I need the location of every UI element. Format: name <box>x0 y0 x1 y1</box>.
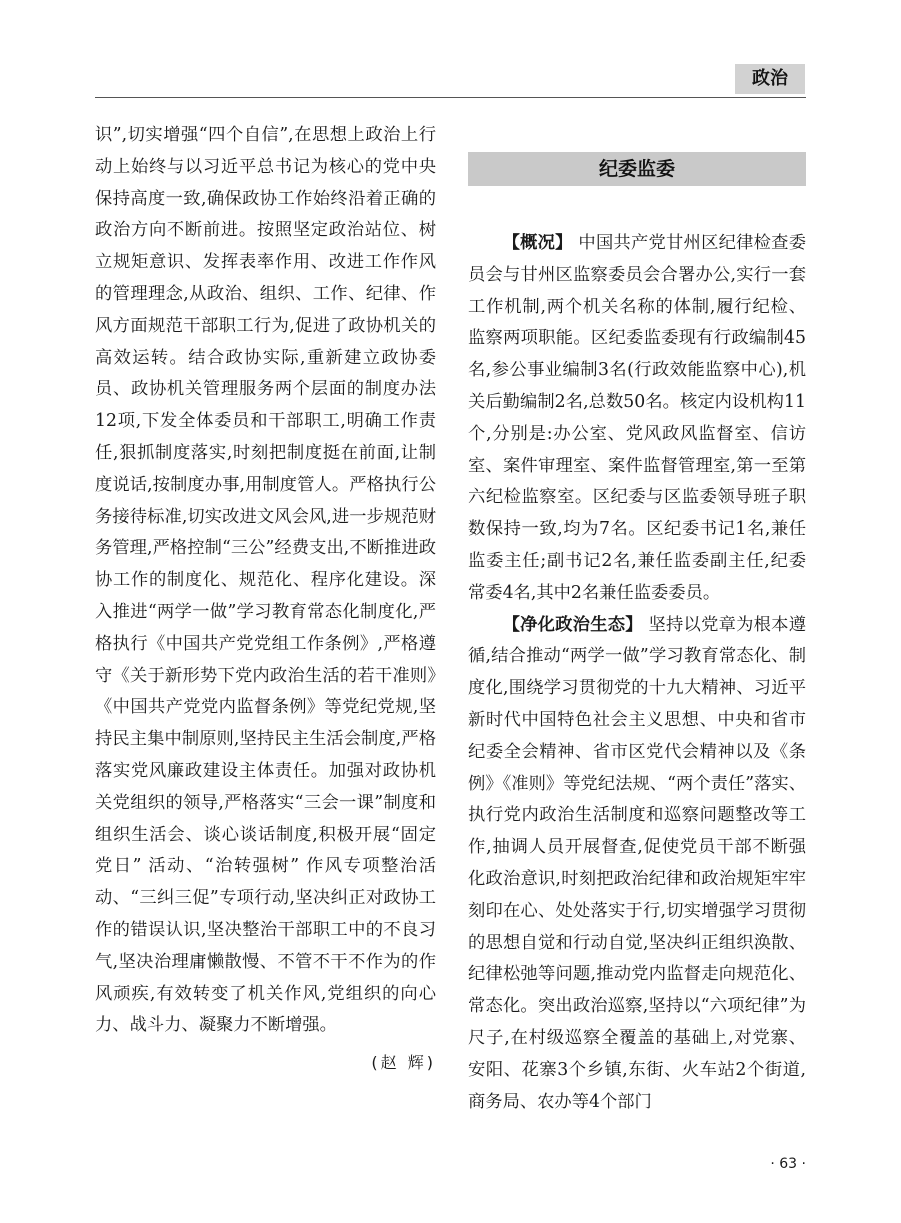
header-rule <box>95 97 806 98</box>
right-column <box>468 228 806 1118</box>
page-number: · 63 · <box>770 1156 806 1172</box>
political-ecology-paragraph <box>468 610 806 1119</box>
byline: (赵 辉) <box>371 1053 436 1072</box>
political-ecology-text: 坚持以党章为根本遵循,结合推动“两学一做”学习教育常态化、制度化,围绕学习贯彻党的十九大精神、习近平新时代中国特色社会主义思想、中央和省市纪委全会精神、省市区党代会精神以及《条例》《准则》等党纪法规、“两个责任”落实、执行党内政治生活制度和巡察问题整改等工作,抽调人员开展督查,促使党员干部不断强化政治意识,时刻把政治纪律和政治规矩牢牢刻印在心、处处落实于行,切实增强学习贯彻的思想自觉和行动自觉,坚决纠正组织涣散、纪律松弛等问题,推动党内监督走向规范化、常态化。突出政治巡察,坚持以“六项纪律”为尺子,在村级巡察全覆盖的基础上,对党寨、安阳、花寨3个乡镇,东街、火车站2个街道,商务局、农办等4个部门 <box>468 614 806 1112</box>
overview-paragraph <box>468 228 806 610</box>
political-ecology-lead: 【净化政治生态】 <box>502 614 643 635</box>
section-banner: 纪委监委 <box>468 152 806 186</box>
overview-text: 中国共产党甘州区纪律检查委员会与甘州区监察委员会合署办公,实行一套工作机制,两个机关名称的体制,履行纪检、监察两项职能。区纪委监委现有行政编制45名,参公事业编制3名(行政效能监察中心),机关后勤编制2名,总数50名。核定内设机构11个,分别是:办公室、党风政风监督室、信访室、案件审理室、案件监督管理室,第一至第六纪检监察室。区纪委与区监委领导班子职数保持一致,均为7名。区纪委书记1名,兼任监委主任;副书记2名,兼任监委副主任,纪委常委4名,其中2名兼任监委委员。 <box>468 233 806 603</box>
section-tab: 政治 <box>735 64 805 94</box>
left-column <box>95 120 436 1042</box>
left-paragraph: 识”,切实增强“四个自信”,在思想上政治上行动上始终与以习近平总书记为核心的党中央保持高度一致,确保政协工作始终沿着正确的政治方向不断前进。按照坚定政治站位、树立规矩意识、发挥表率作用、改进工作作风的管理理念,从政治、组织、工作、纪律、作风方面规范干部职工行为,促进了政协机关的高效运转。结合政协实际,重新建立政协委员、政协机关管理服务两个层面的制度办法12项,下发全体委员和干部职工,明确工作责任,狠抓制度落实,时刻把制度挺在前面,让制度说话,按制度办事,用制度管人。严格执行公务接待标准,切实改进文风会风,进一步规范财务管理,严格控制“三公”经费支出,不断推进政协工作的制度化、规范化、程序化建设。深入推进“两学一做”学习教育常态化制度化,严格执行《中国共产党党组工作条例》,严格遵守《关于新形势下党内政治生活的若干准则》《中国共产党党内监督条例》等党纪党规,坚持民主集中制原则,坚持民主生活会制度,严格落实党风廉政建设主体责任。加强对政协机关党组织的领导,严格落实“三会一课”制度和组织生活会、谈心谈话制度,积极开展“固定党日” 活动、“治转强树” 作风专项整治活动、“三纠三促”专项行动,坚决纠正对政协工作的错误认识,坚决整治干部职工中的不良习气,坚决治理庸懒散慢、不管不干不作为的作风顽疾,有效转变了机关作风,党组织的向心力、战斗力、凝聚力不断增强。 <box>95 125 436 1036</box>
overview-lead: 【概况】 <box>502 233 573 253</box>
